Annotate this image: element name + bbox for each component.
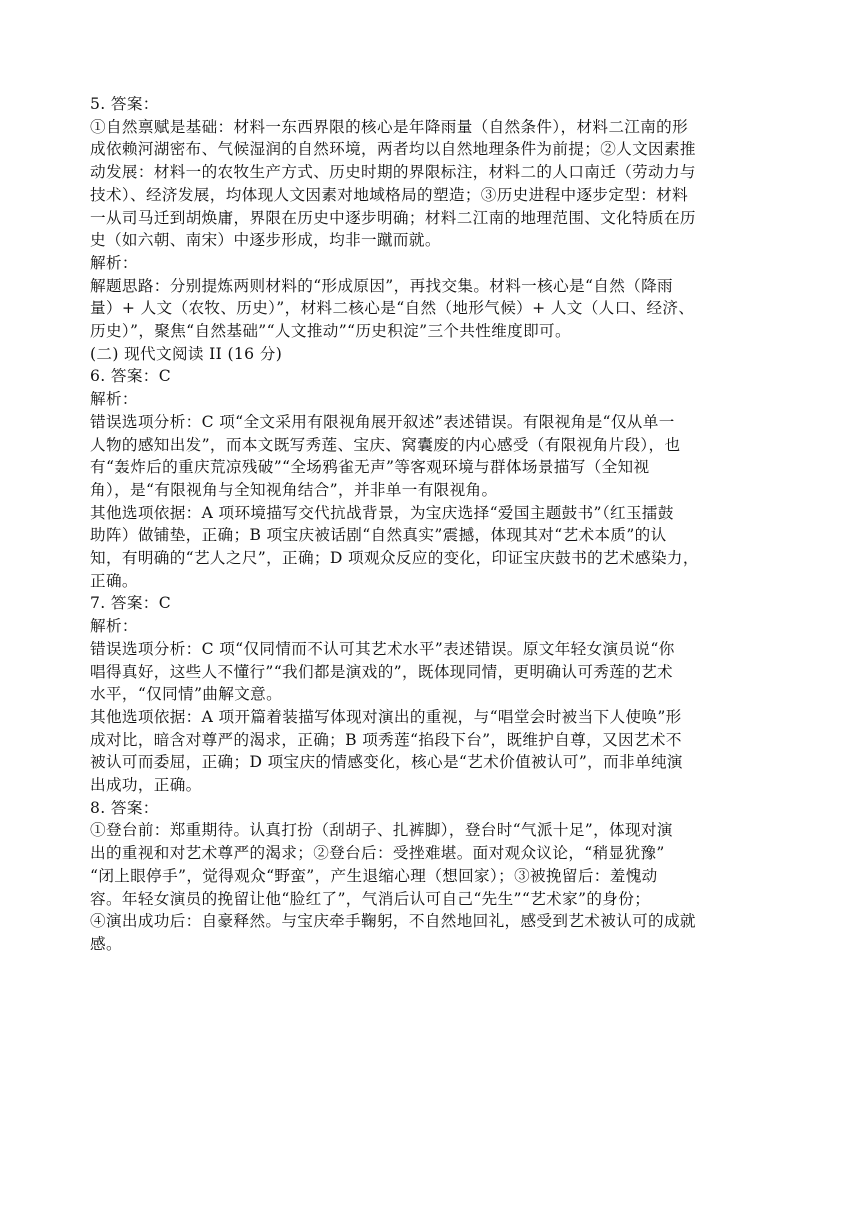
text-line: 被认可而委屈，正确；D 项宝庆的情感变化，核心是“艺术价值被认可”，而非单纯演 [90, 753, 683, 772]
text-line: 成依赖河湖密布、气候湿润的自然环境，两者均以自然地理条件为前提；②人文因素推 [90, 140, 696, 159]
text-line: 成对比，暗含对尊严的渴求，正确；B 项秀莲“掐段下台”，既维护自尊，又因艺术不 [90, 730, 682, 749]
text-line: 解析： [90, 253, 138, 272]
text-line: 其他选项依据：A 项开篇着装描写体现对演出的重视，与“唱堂会时被当下人使唤”形 [90, 707, 682, 726]
text-line: 历史）”，聚焦“自然基础”“人文推动”“历史积淀”三个共性维度即可。 [90, 322, 571, 340]
text-line: 助阵）做铺垫，正确；B 项宝庆被话剧“自然真实”震撼，体现其对“艺术本质”的认 [90, 526, 667, 545]
text-line: 出成功，正确。 [90, 776, 202, 794]
text-line: 技术）、经济发展，均体现人文因素对地域格局的塑造；③历史进程中逐步定型：材料 [90, 185, 689, 204]
text-line: 容。年轻女演员的挽留让他“脸红了”，气消后认可自己“先生”“艺术家”的身份； [90, 889, 651, 908]
text-line: 史（如六朝、南宋）中逐步形成，均非一蹴而就。 [90, 231, 441, 250]
text-line: 正确。 [90, 571, 138, 590]
text-line: ④演出成功后：自豪释然。与宝庆牵手鞠躬，不自然地回礼，感受到艺术被认可的成就 [90, 912, 696, 931]
text-line: 解题思路：分别提炼两则材料的“形成原因”，再找交集。材料一核心是“自然（降雨 [90, 276, 673, 295]
text-line: ①登台前：郑重期待。认真打扮（刮胡子、扎裤脚），登台时“气派十足”，体现对演 [90, 821, 673, 840]
text-line: 知，有明确的“艺人之尺”，正确；D 项观众反应的变化，印证宝庆鼓书的艺术感染力， [90, 549, 699, 567]
text-line: 量）+ 人文（农牧、历史）”，材料二核心是“自然（地形气候）+ 人文（人口、经济、 [90, 299, 695, 318]
text-line: 人物的感知出发”，而本文既写秀莲、宝庆、窝囊废的内心感受（有限视角片段），也 [90, 435, 681, 454]
text-line: 错误选项分析：C 项“仅同情而不认可其艺术水平”表述错误。原文年轻女演员说“你 [90, 639, 675, 658]
text-line: 有“轰炸后的重庆荒凉残破”“全场鸦雀无声”等客观环境与群体场景描写（全知视 [90, 458, 650, 477]
text-line: 5. 答案： [90, 95, 159, 113]
text-line: 一从司马迁到胡焕庸，界限在历史中逐步明确；材料二江南的地理范围、文化特质在历 [90, 208, 696, 227]
text-line: “闭上眼停手”，觉得观众“野蛮”，产生退缩心理（想回家）；③被挽留后：羞愧动 [90, 866, 658, 885]
text-line: 6. 答案：C [90, 367, 171, 386]
text-line: 解析： [90, 617, 138, 636]
text-line: 感。 [90, 934, 122, 953]
text-line: 7. 答案：C [90, 594, 171, 613]
text-line: 水平，“仅同情”曲解文意。 [90, 685, 283, 704]
text-line: 其他选项依据：A 项环境描写交代抗战背景，为宝庆选择“爱国主题鼓书”（红玉擂鼓 [90, 503, 674, 522]
text-line: 出的重视和对艺术尊严的渴求；②登台后：受挫难堪。面对观众议论，“稍显犹豫” [90, 844, 665, 863]
text-line: 唱得真好，这些人不懂行”“我们都是演戏的”，既体现同情，更明确认可秀莲的艺术 [90, 662, 673, 681]
text-line: 8. 答案： [90, 798, 159, 817]
text-line: 角），是“有限视角与全知视角结合”，并非单一有限视角。 [90, 480, 498, 499]
text-line: (二) 现代文阅读 II (16 分) [90, 344, 283, 363]
text-line: 错误选项分析：C 项“全文采用有限视角展开叙述”表述错误。有限视角是“仅从单一 [90, 412, 675, 431]
text-line: ①自然禀赋是基础：材料一东西界限的核心是年降雨量（自然条件），材料二江南的形 [90, 117, 689, 136]
text-line: 动发展：材料一的农牧生产方式、历史时期的界限标注，材料二的人口南迁（劳动力与 [90, 163, 696, 182]
text-line: 解析： [90, 390, 138, 409]
